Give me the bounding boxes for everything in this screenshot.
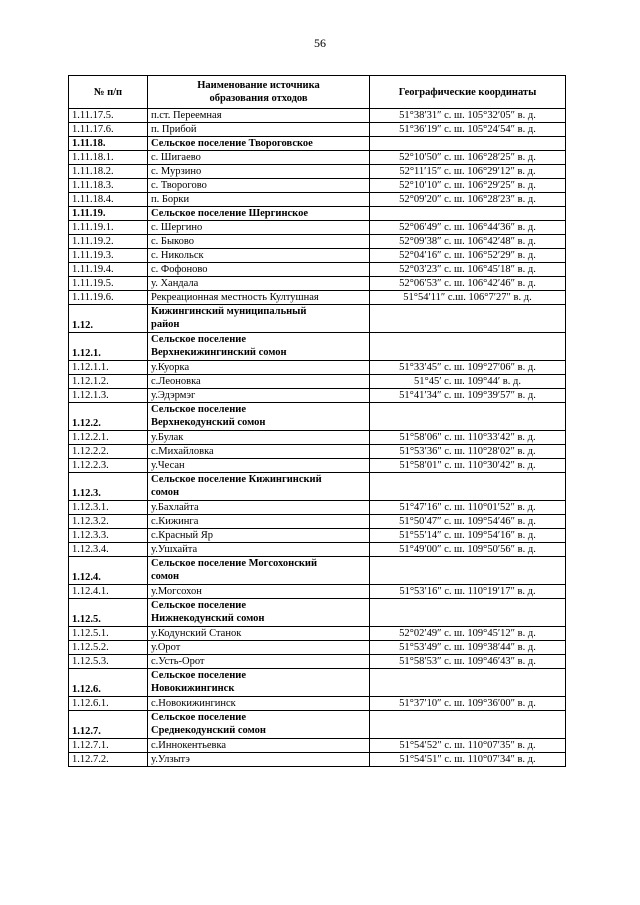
row-name-line: Новокижингинск: [151, 683, 235, 694]
row-number: 1.12.1.: [69, 333, 148, 361]
table-row: [69, 179, 566, 193]
row-name-line: у.Чесан: [151, 460, 185, 471]
row-number: 1.11.19.5.: [69, 277, 148, 291]
header-name-line2: образования отходов: [209, 93, 308, 104]
row-coordinates: [370, 207, 566, 221]
row-name-line: с.Новокижингинск: [151, 698, 236, 709]
row-name: [148, 599, 370, 627]
row-name-line: сомон: [151, 487, 180, 498]
row-name-line: Сельское поселение: [151, 600, 246, 611]
row-number: 1.12.: [69, 305, 148, 333]
row-coordinates: 51°53′49″ с. ш. 109°38′44″ в. д.: [370, 641, 566, 655]
row-name: [148, 123, 370, 137]
row-name: [148, 543, 370, 557]
section-row: [69, 403, 566, 431]
row-number: 1.12.7.1.: [69, 739, 148, 753]
section-row: [69, 599, 566, 627]
row-name: [148, 515, 370, 529]
row-name-line: Сельское поселение: [151, 712, 246, 723]
section-row: [69, 207, 566, 221]
row-name: [148, 193, 370, 207]
section-row: [69, 557, 566, 585]
table-row: [69, 109, 566, 123]
table-row: [69, 543, 566, 557]
row-number: 1.12.3.4.: [69, 543, 148, 557]
row-name: [148, 361, 370, 375]
section-row: [69, 305, 566, 333]
table-body: [69, 109, 566, 767]
row-coordinates: 51°58′01″ с. ш. 110°30′42″ в. д.: [370, 459, 566, 473]
row-number: 1.12.6.1.: [69, 697, 148, 711]
row-name-line: с.Красный Яр: [151, 530, 214, 541]
row-name-line: у.Ушхайта: [151, 544, 198, 555]
row-coordinates: 51°53′16″ с. ш. 110°19′17″ в. д.: [370, 585, 566, 599]
row-name: [148, 375, 370, 389]
row-name-line: Рекреационная местность Култушная: [151, 292, 319, 303]
section-row: [69, 711, 566, 739]
row-name-line: район: [151, 319, 180, 330]
row-coordinates: 51°55′14″ с. ш. 109°54′16″ в. д.: [370, 529, 566, 543]
row-coordinates: 52°09′38″ с. ш. 106°42′48″ в. д.: [370, 235, 566, 249]
row-number: 1.12.4.1.: [69, 585, 148, 599]
row-number: 1.12.1.1.: [69, 361, 148, 375]
row-name-line: Сельское поселение: [151, 404, 246, 415]
section-row: [69, 669, 566, 697]
row-coordinates: [370, 305, 566, 333]
row-name-line: п. Борки: [151, 194, 190, 205]
table-row: [69, 235, 566, 249]
row-coordinates: 52°10′10″ с. ш. 106°29′25″ в. д.: [370, 179, 566, 193]
row-number: 1.12.2.1.: [69, 431, 148, 445]
row-name-line: у.Бахлайта: [151, 502, 199, 513]
row-coordinates: 51°58′53″ с. ш. 109°46′43″ в. д.: [370, 655, 566, 669]
row-name: [148, 431, 370, 445]
table-row: [69, 389, 566, 403]
row-coordinates: 52°06′53″ с. ш. 106°42′46″ в. д.: [370, 277, 566, 291]
row-name: [148, 249, 370, 263]
row-name-line: у.Кодунский Станок: [151, 628, 242, 639]
header-coords: Географические координаты: [370, 76, 566, 109]
table-row: [69, 193, 566, 207]
row-number: 1.12.1.3.: [69, 389, 148, 403]
row-name-line: Сельское поселение: [151, 670, 246, 681]
row-coordinates: [370, 557, 566, 585]
table-row: [69, 249, 566, 263]
row-name-line: с. Фофоново: [151, 264, 208, 275]
row-coordinates: [370, 473, 566, 501]
table-row: [69, 263, 566, 277]
row-coordinates: 51°45′ с. ш. 109°44′ в. д.: [370, 375, 566, 389]
table-row: [69, 221, 566, 235]
row-name-line: с.Михайловка: [151, 446, 214, 457]
row-name: [148, 305, 370, 333]
table-row: [69, 165, 566, 179]
row-name-line: с. Шигаево: [151, 152, 201, 163]
row-name: [148, 179, 370, 193]
row-name-line: п. Прибой: [151, 124, 197, 135]
row-coordinates: 51°53′36″ с. ш. 110°28′02″ в. д.: [370, 445, 566, 459]
row-name-line: Среднекодунский сомон: [151, 725, 266, 736]
row-name-line: Кижингинский муниципальный: [151, 306, 307, 317]
row-coordinates: 52°09′20″ с. ш. 106°28′23″ в. д.: [370, 193, 566, 207]
row-coordinates: [370, 669, 566, 697]
row-coordinates: [370, 599, 566, 627]
row-name: [148, 753, 370, 767]
row-name: [148, 151, 370, 165]
row-name-line: у.Улзытэ: [151, 754, 190, 765]
row-name: [148, 389, 370, 403]
row-number: 1.11.18.4.: [69, 193, 148, 207]
row-number: 1.12.2.2.: [69, 445, 148, 459]
table-row: [69, 291, 566, 305]
table-row: [69, 123, 566, 137]
row-number: 1.11.19.3.: [69, 249, 148, 263]
row-number: 1.12.1.2.: [69, 375, 148, 389]
row-name-line: Сельское поселение Твороговское: [151, 138, 313, 149]
row-coordinates: [370, 137, 566, 151]
row-name-line: Верхнекижингинский сомон: [151, 347, 287, 358]
row-number: 1.12.4.: [69, 557, 148, 585]
row-name-line: Сельское поселение Шергинское: [151, 208, 308, 219]
row-coordinates: 51°37′10″ с. ш. 109°36′00″ в. д.: [370, 697, 566, 711]
table-row: [69, 459, 566, 473]
row-number: 1.12.5.2.: [69, 641, 148, 655]
table-row: [69, 515, 566, 529]
row-coordinates: 51°54′52″ с. ш. 110°07′35″ в. д.: [370, 739, 566, 753]
row-name-line: Нижнекодунский сомон: [151, 613, 265, 624]
table-row: [69, 655, 566, 669]
row-number: 1.12.5.: [69, 599, 148, 627]
row-number: 1.12.5.1.: [69, 627, 148, 641]
row-name-line: у.Куорка: [151, 362, 190, 373]
row-number: 1.11.19.4.: [69, 263, 148, 277]
row-number: 1.11.19.1.: [69, 221, 148, 235]
header-num: № п/п: [69, 76, 148, 109]
row-coordinates: 51°47′16″ с. ш. 110°01′52″ в. д.: [370, 501, 566, 515]
row-coordinates: 52°03′23″ с. ш. 106°45′18″ в. д.: [370, 263, 566, 277]
row-name-line: у.Могсохон: [151, 586, 202, 597]
table-row: [69, 431, 566, 445]
row-number: 1.11.19.2.: [69, 235, 148, 249]
row-number: 1.12.3.1.: [69, 501, 148, 515]
row-name-line: с. Шергино: [151, 222, 203, 233]
row-name: [148, 655, 370, 669]
row-name-line: с. Никольск: [151, 250, 204, 261]
row-name-line: с.Кижинга: [151, 516, 199, 527]
row-name: [148, 627, 370, 641]
row-name: [148, 641, 370, 655]
row-coordinates: 52°11′15″ с. ш. 106°29′12″ в. д.: [370, 165, 566, 179]
row-name: [148, 445, 370, 459]
row-name: [148, 235, 370, 249]
row-name: [148, 697, 370, 711]
row-number: 1.11.19.6.: [69, 291, 148, 305]
row-name: [148, 739, 370, 753]
row-number: 1.11.18.3.: [69, 179, 148, 193]
row-name: [148, 557, 370, 585]
row-number: 1.12.3.3.: [69, 529, 148, 543]
row-name: [148, 333, 370, 361]
section-row: [69, 473, 566, 501]
table-row: [69, 627, 566, 641]
row-number: 1.12.7.2.: [69, 753, 148, 767]
row-coordinates: 52°04′16″ с. ш. 106°52′29″ в. д.: [370, 249, 566, 263]
row-name-line: с. Быково: [151, 236, 194, 247]
row-coordinates: 52°06′49″ с. ш. 106°44′36″ в. д.: [370, 221, 566, 235]
table-row: [69, 529, 566, 543]
row-coordinates: 52°10′50″ с. ш. 106°28′25″ в. д.: [370, 151, 566, 165]
row-name-line: с.Леоновка: [151, 376, 201, 387]
row-number: 1.12.2.3.: [69, 459, 148, 473]
row-name-line: с. Мурзино: [151, 166, 202, 177]
table-row: [69, 501, 566, 515]
row-name-line: у.Булак: [151, 432, 184, 443]
table-row: [69, 375, 566, 389]
row-name-line: с. Творогово: [151, 180, 207, 191]
row-name-line: у.Орот: [151, 642, 181, 653]
row-coordinates: 52°02′49″ с. ш. 109°45′12″ в. д.: [370, 627, 566, 641]
row-name: [148, 529, 370, 543]
row-number: 1.12.3.2.: [69, 515, 148, 529]
table-row: [69, 151, 566, 165]
row-name-line: Сельское поселение Кижингинский: [151, 474, 322, 485]
row-name-line: п.ст. Переемная: [151, 110, 222, 121]
table-row: [69, 641, 566, 655]
row-name-line: Сельское поселение: [151, 334, 246, 345]
row-number: 1.11.18.1.: [69, 151, 148, 165]
table-row: [69, 739, 566, 753]
row-name: [148, 221, 370, 235]
row-name-line: сомон: [151, 571, 180, 582]
row-coordinates: 51°50′47″ с. ш. 109°54′46″ в. д.: [370, 515, 566, 529]
row-name: [148, 207, 370, 221]
row-coordinates: 51°49′00″ с. ш. 109°50′56″ в. д.: [370, 543, 566, 557]
row-name: [148, 109, 370, 123]
row-name: [148, 263, 370, 277]
row-coordinates: [370, 403, 566, 431]
table-row: [69, 585, 566, 599]
row-number: 1.11.18.: [69, 137, 148, 151]
row-name: [148, 669, 370, 697]
row-name: [148, 165, 370, 179]
table-row: [69, 277, 566, 291]
row-coordinates: 51°38′31″ с. ш. 105°32′05″ в. д.: [370, 109, 566, 123]
row-name-line: Сельское поселение Могсохонский: [151, 558, 318, 569]
coordinates-table: [68, 75, 566, 767]
row-name-line: Верхнекодунский сомон: [151, 417, 266, 428]
row-number: 1.12.3.: [69, 473, 148, 501]
row-number: 1.12.5.3.: [69, 655, 148, 669]
header-name: [148, 76, 370, 109]
row-number: 1.11.19.: [69, 207, 148, 221]
row-number: 1.11.18.2.: [69, 165, 148, 179]
row-name: [148, 585, 370, 599]
row-coordinates: 51°58′06″ с. ш. 110°33′42″ в. д.: [370, 431, 566, 445]
row-name-line: с.Усть-Орот: [151, 656, 205, 667]
row-number: 1.12.6.: [69, 669, 148, 697]
row-coordinates: 51°36′19″ с. ш. 105°24′54″ в. д.: [370, 123, 566, 137]
row-name-line: у. Хандала: [151, 278, 199, 289]
row-name-line: у.Эдэрмэг: [151, 390, 196, 401]
row-number: 1.12.7.: [69, 711, 148, 739]
row-coordinates: [370, 333, 566, 361]
row-name: [148, 403, 370, 431]
row-name: [148, 277, 370, 291]
row-name: [148, 291, 370, 305]
section-row: [69, 333, 566, 361]
row-name: [148, 473, 370, 501]
table-row: [69, 445, 566, 459]
row-name: [148, 137, 370, 151]
table-row: [69, 697, 566, 711]
row-coordinates: [370, 711, 566, 739]
row-name: [148, 501, 370, 515]
table-row: [69, 361, 566, 375]
row-coordinates: 51°54′11″ с.ш. 106°7′27″ в. д.: [370, 291, 566, 305]
table-header-row: [69, 76, 566, 109]
row-number: 1.12.2.: [69, 403, 148, 431]
row-number: 1.11.17.5.: [69, 109, 148, 123]
header-name-line1: Наименование источника: [197, 80, 320, 91]
row-name-line: с.Иннокентьевка: [151, 740, 227, 751]
row-coordinates: 51°33′45″ с. ш. 109°27′06″ в. д.: [370, 361, 566, 375]
section-row: [69, 137, 566, 151]
row-coordinates: 51°54′51″ с. ш. 110°07′34″ в. д.: [370, 753, 566, 767]
row-name: [148, 711, 370, 739]
row-number: 1.11.17.6.: [69, 123, 148, 137]
row-name: [148, 459, 370, 473]
row-coordinates: 51°41′34″ с. ш. 109°39′57″ в. д.: [370, 389, 566, 403]
page-number: 56: [314, 36, 326, 50]
table-row: [69, 753, 566, 767]
